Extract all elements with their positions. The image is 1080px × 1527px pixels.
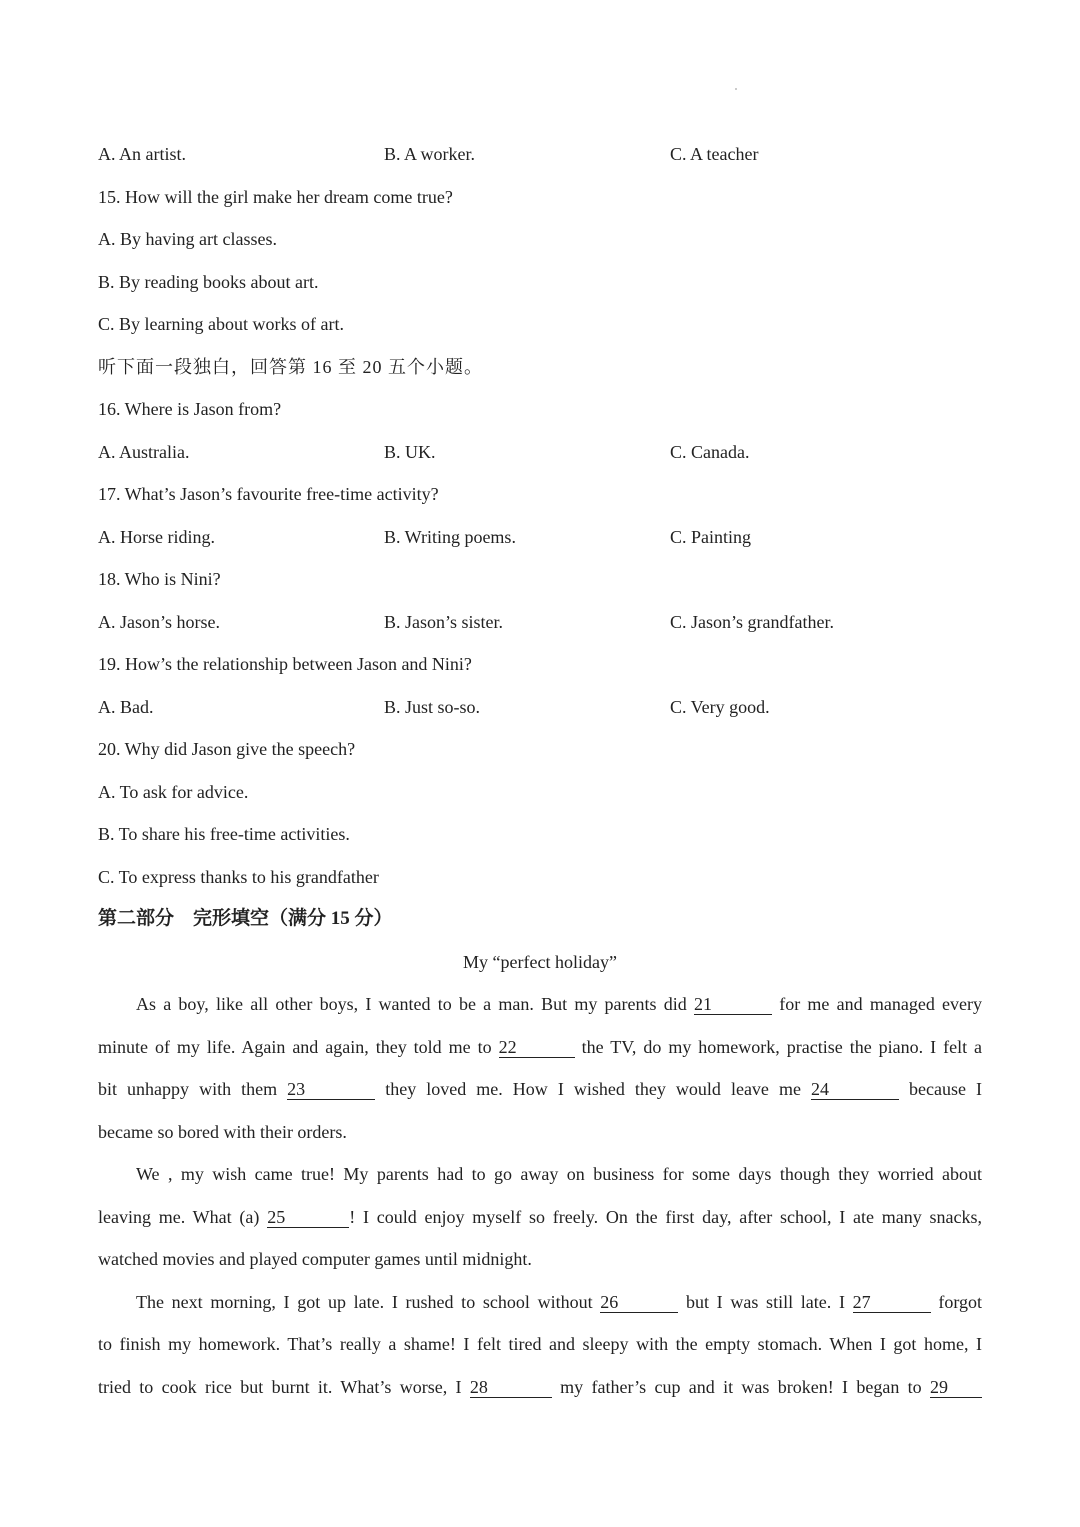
blank-28: 28 [470,1377,552,1398]
passage-text: As a boy, like all other boys, I wanted to be a man. But my parents did [136,994,687,1014]
q19-options [98,686,982,729]
passage-text: watched movies and played computer games until midnight. [98,1249,532,1269]
passage-text: forgot [938,1291,983,1312]
passage-text: because I [909,1079,983,1099]
q18-options [98,601,982,644]
q16-option-c: C. Canada. [670,441,750,462]
passage-text: to finish my homework. That’s really a shame! I felt tired and sleepy with the empty stomach. When I got home, I [98,1334,982,1354]
blank-22: 22 [499,1037,575,1058]
blank-21: 21 [694,994,772,1015]
passage-line [98,1366,982,1409]
passage-text: they loved me. How I wished they would leave me [385,1079,801,1099]
passage-line [98,1196,982,1239]
q15-option-b: B. By reading books about art. [98,271,319,292]
passage-text: my father’s cup and it was broken! I began to [560,1376,922,1397]
q15-question: 15. How will the girl make her dream come true? [98,186,453,207]
blank-24: 24 [811,1079,899,1100]
blank-26: 26 [600,1292,678,1313]
blank-29: 29 [930,1377,982,1398]
q18-question: 18. Who is Nini? [98,569,221,589]
q19-option-a: A. Bad. [98,696,154,717]
exam-page [98,133,982,1408]
passage-line [98,1238,982,1281]
passage-text: We , my wish came true! My parents had to go away on business for some days though they worried about [136,1164,982,1184]
passage-text: leaving me. What (a) [98,1206,260,1227]
passage-line [98,1153,982,1196]
section-2-heading: 第二部分 完形填空（满分 15 分） [98,908,393,929]
q14-option-c: C. A teacher [670,144,759,164]
passage-text: ! I could enjoy myself so freely. On the first day, after school, I ate many snacks, [349,1206,983,1227]
q16-option-a: A. Australia. [98,441,190,462]
q14-option-b: B. A worker. [384,144,476,164]
passage-line [98,1111,982,1154]
q16-option-b: B. UK. [384,441,436,462]
passage-line [98,1323,982,1366]
q20-option-c: C. To express thanks to his grandfather [98,866,379,887]
q20-option-a: A. To ask for advice. [98,781,249,802]
q19-option-c: C. Very good. [670,696,770,717]
passage-title: My “perfect holiday” [463,951,617,972]
q15-option-c: C. By learning about works of art. [98,314,344,334]
monologue-instruction: 听下面一段独白，回答第 16 至 20 五个小题。 [98,356,483,377]
q19-question: 19. How’s the relationship between Jason and Nini? [98,654,472,674]
q15-option-a: A. By having art classes. [98,229,277,249]
q18-option-c: C. Jason’s grandfather. [670,611,834,632]
passage-text: the TV, do my homework, practise the piano. I felt a [581,1036,983,1057]
q17-question: 17. What’s Jason’s favourite free-time activity? [98,484,439,504]
q17-option-c: C. Painting [670,526,752,547]
passage-text: but I was still late. I [685,1291,845,1312]
passage-line [98,1281,982,1324]
passage-line [98,1068,982,1111]
passage-text: minute of my life. Again and again, they told me to [98,1036,492,1057]
q20-option-b: B. To share his free-time activities. [98,824,350,844]
q20-question: 20. Why did Jason give the speech? [98,739,356,759]
q17-option-a: A. Horse riding. [98,526,215,547]
q19-option-b: B. Just so-so. [384,696,481,717]
blank-25: 25 [267,1207,349,1228]
q18-option-b: B. Jason’s sister. [384,611,504,632]
q16-options [98,431,982,474]
passage-line [98,983,982,1026]
passage-text: bit unhappy with them [98,1079,278,1099]
blank-27: 27 [853,1292,931,1313]
blank-23: 23 [287,1079,375,1100]
passage-text: The next morning, I got up late. I rushed to school without [136,1291,593,1312]
q17-option-b: B. Writing poems. [384,526,516,547]
q16-question: 16. Where is Jason from? [98,399,282,419]
q17-options [98,516,982,559]
passage-line [98,1026,982,1069]
q14-options [98,133,982,176]
q18-option-a: A. Jason’s horse. [98,611,220,632]
scan-speck [735,88,737,90]
passage-text: became so bored with their orders. [98,1121,347,1142]
passage-text: tried to cook rice but burnt it. What’s worse, I [98,1376,462,1397]
q14-option-a: A. An artist. [98,144,186,164]
passage-text: for me and managed every [779,994,983,1014]
